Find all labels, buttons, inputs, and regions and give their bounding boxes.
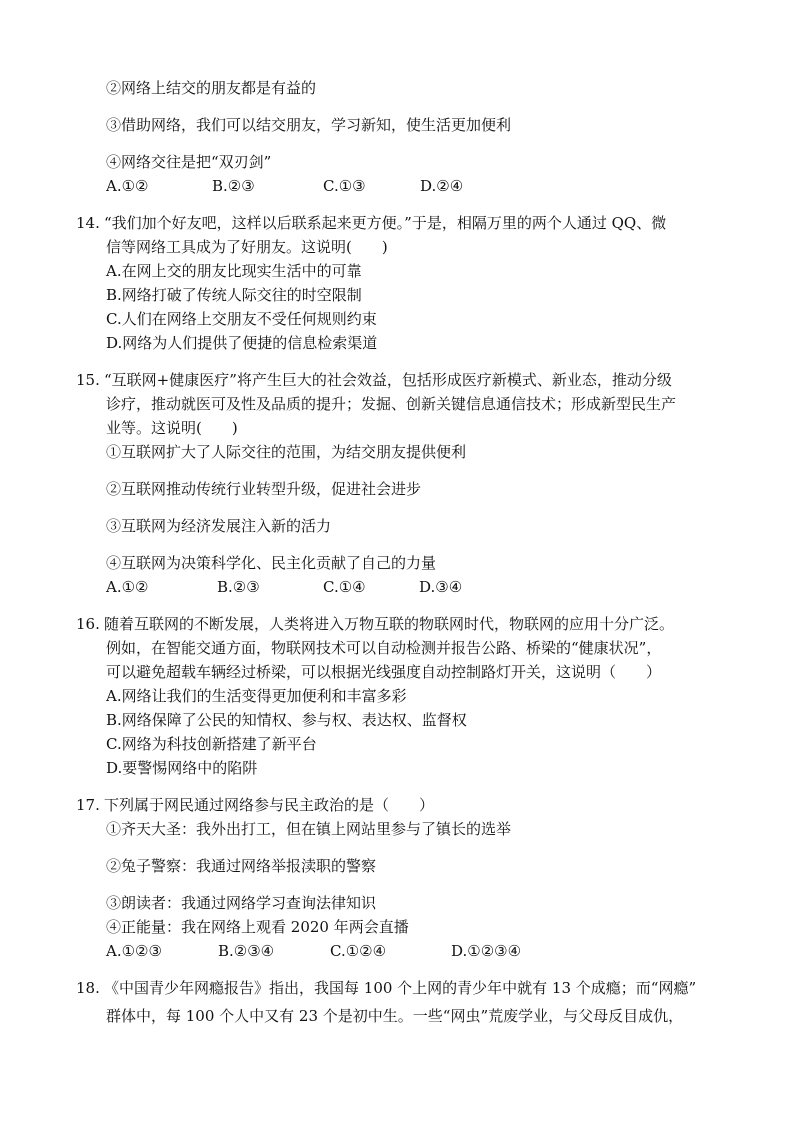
q15-statement-4: ④互联网为决策科学化、民主化贡献了自己的力量	[106, 554, 437, 572]
q15-number: 15.	[76, 371, 100, 389]
q14-stem-line-1: “我们加个好友吧，这样以后联系起来更方便。”于是，相隔万里的两个人通过 QQ、微	[104, 214, 667, 232]
q13-option-d[interactable]: D.②④	[420, 177, 464, 195]
q17-options	[106, 941, 521, 961]
q17-option-b[interactable]: B.②③④	[218, 942, 275, 960]
q15-stem-line-2: 诊疗，推动就医可及性及品质的提升；发掘、创新关键信息通信技术；形成新型民生产	[106, 395, 677, 413]
q14-option-a[interactable]: A.在网上交的朋友比现实生活中的可靠	[106, 262, 362, 280]
q17-statement-3: ③朗读者：我通过网络学习查询法律知识	[106, 894, 377, 912]
q14-number: 14.	[76, 214, 100, 232]
q15-statement-1: ①互联网扩大了人际交往的范围，为结交朋友提供便利	[106, 443, 467, 461]
q18-number: 18.	[76, 979, 100, 997]
q13-option-a[interactable]: A.①②	[106, 177, 149, 195]
q16-stem-line-2: 例如，在智能交通方面，物联网技术可以自动检测并报告公路、桥梁的“健康状况”，	[106, 639, 662, 657]
q16-option-b[interactable]: B.网络保障了公民的知情权、参与权、表达权、监督权	[106, 711, 467, 729]
q13-option-c[interactable]: C.①③	[323, 177, 366, 195]
q18-stem-line-2: 群体中，每 100 个人中又有 23 个是初中生。一些“网虫”荒废学业，与父母反目成仇，	[106, 1007, 684, 1025]
q17-number: 17.	[76, 796, 100, 814]
q17-stem: 下列属于网民通过网络参与民主政治的是（ ）	[104, 796, 435, 814]
q16-option-a[interactable]: A.网络让我们的生活变得更加便利和丰富多彩	[106, 687, 407, 705]
q13-options	[106, 176, 463, 196]
q17-statement-1: ①齐天大圣：我外出打工，但在镇上网站里参与了镇长的选举	[106, 820, 512, 838]
q17-option-a[interactable]: A.①②③	[106, 942, 162, 960]
q14-stem-line-2: 信等网络工具成为了好朋友。这说明( )	[106, 238, 388, 256]
q15-option-d[interactable]: D.③④	[419, 578, 463, 596]
q13-option-b[interactable]: B.②③	[212, 177, 255, 195]
q15-option-c[interactable]: C.①④	[323, 578, 366, 596]
q17-statement-4: ④正能量：我在网络上观看 2020 年两会直播	[106, 918, 409, 936]
q17-option-c[interactable]: C.①②④	[330, 942, 387, 960]
q14-option-c[interactable]: C.人们在网络上交朋友不受任何规则约束	[106, 310, 377, 328]
q15-option-b[interactable]: B.②③	[217, 578, 260, 596]
q16-option-d[interactable]: D.要警惕网络中的陷阱	[106, 759, 258, 777]
q15-stem-line-3: 业等。这说明( )	[106, 419, 238, 437]
q16-stem-line-1: 随着互联网的不断发展，人类将进入万物互联的物联网时代，物联网的应用十分广泛。	[104, 615, 675, 633]
q17-option-d[interactable]: D.①②③④	[451, 942, 522, 960]
q15-statement-2: ②互联网推动传统行业转型升级，促进社会进步	[106, 480, 422, 498]
q15-stem-line-1: “互联网+健康医疗”将产生巨大的社会效益，包括形成医疗新模式、新业态，推动分级	[104, 371, 672, 389]
q18-stem-line-1: 《中国青少年网瘾报告》指出，我国每 100 个上网的青少年中就有 13 个成瘾；而“网瘾”	[104, 979, 697, 997]
q14-option-b[interactable]: B.网络打破了传统人际交往的时空限制	[106, 286, 362, 304]
q16-number: 16.	[76, 615, 100, 633]
q13-statement-4: ④网络交往是把“双刃剑”	[106, 153, 272, 171]
q15-options	[106, 577, 462, 597]
q13-statement-3: ③借助网络，我们可以结交朋友，学习新知，使生活更加便利	[106, 116, 512, 134]
q16-stem-line-3: 可以避免超载车辆经过桥梁，可以根据光线强度自动控制路灯开关，这说明（ ）	[106, 663, 662, 681]
q15-statement-3: ③互联网为经济发展注入新的活力	[106, 517, 332, 535]
q15-option-a[interactable]: A.①②	[106, 578, 149, 596]
q13-statement-2: ②网络上结交的朋友都是有益的	[106, 79, 317, 97]
q17-statement-2: ②兔子警察：我通过网络举报渎职的警察	[106, 857, 377, 875]
q16-option-c[interactable]: C.网络为科技创新搭建了新平台	[106, 735, 317, 753]
q14-option-d[interactable]: D.网络为人们提供了便捷的信息检索渠道	[106, 334, 378, 352]
